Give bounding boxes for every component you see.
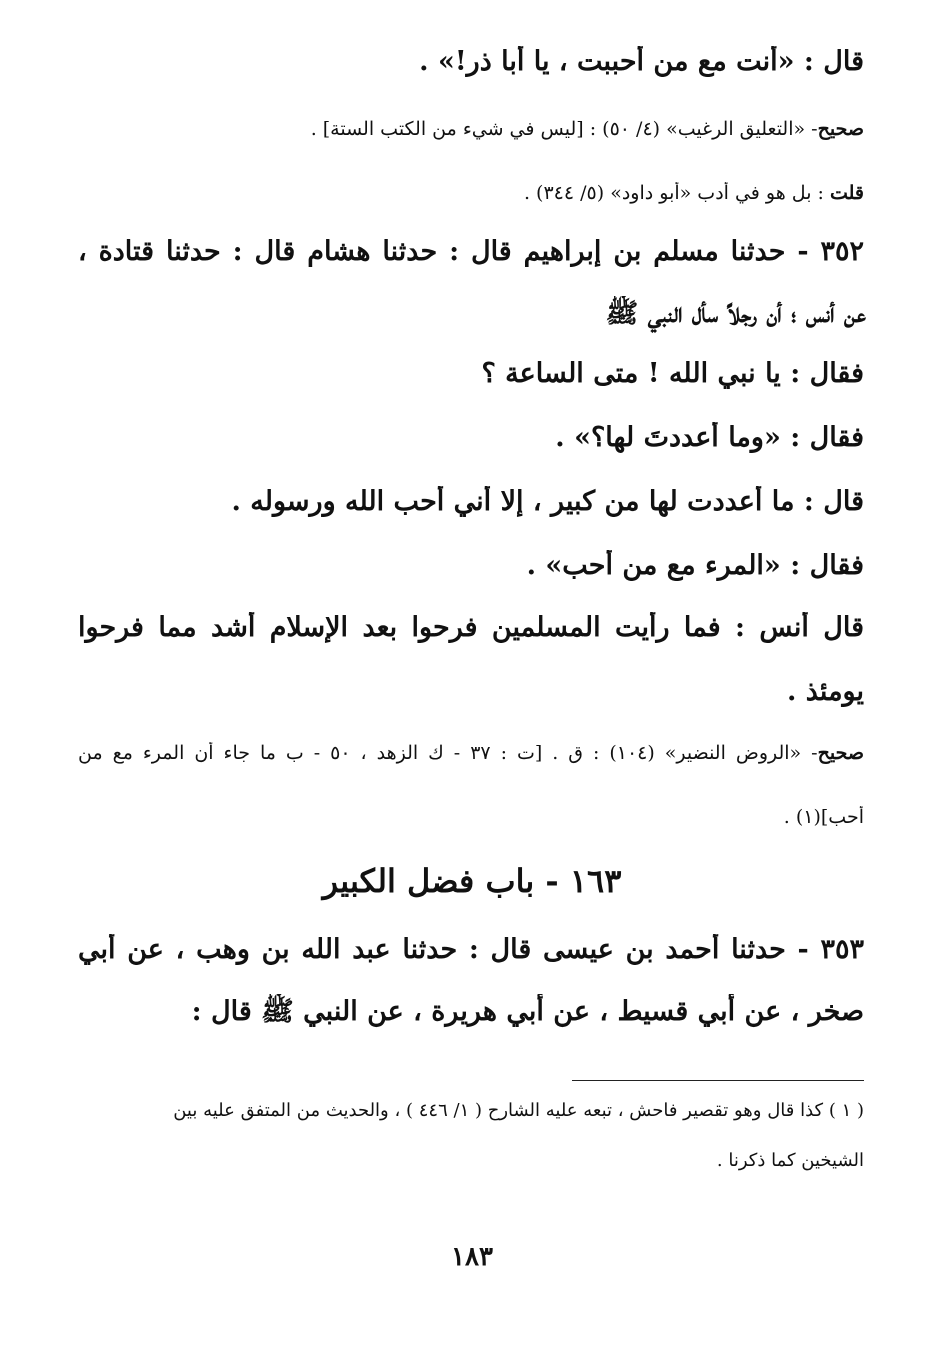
grading-source-2: - «الروض النضير» (١٠٤) : ق . [ت : ٣٧ - ك الزهد ، ٥٠ - ب ما جاء أن المرء مع من xyxy=(78,742,818,764)
hadith-352-line-3: فقال : يا نبي الله ! متى الساعة ؟ xyxy=(481,358,864,389)
grading-line-1 xyxy=(78,118,864,140)
hadith-352-line-1: ٣٥٢ - حدثنا مسلم بن إبراهيم قال : حدثنا هشام قال : حدثنا قتادة ، xyxy=(78,236,864,267)
footnote-line-2: الشيخين كما ذكرنا . xyxy=(716,1150,864,1171)
note-line xyxy=(78,182,864,204)
hadith-353-line-1: ٣٥٣ - حدثنا أحمد بن عيسى قال : حدثنا عبد الله بن وهب ، عن أبي xyxy=(78,934,864,965)
note-label: قلت xyxy=(829,182,864,204)
hadith-352-line-4: فقال : «وما أعددتَ لها؟» . xyxy=(555,422,864,453)
page-number: ١٨٣ xyxy=(451,1242,493,1272)
hadith-352-line-8: يومئذ . xyxy=(786,676,864,707)
hadith-352-line-7: قال أنس : فما رأيت المسلمين فرحوا بعد الإسلام أشد مما فرحوا xyxy=(78,612,864,643)
footnote-divider xyxy=(572,1080,864,1081)
hadith-352-line-6: فقال : «المرء مع من أحب» . xyxy=(526,550,864,581)
note-text: : بل هو في أدب «أبو داود» (٥/ ٣٤٤) . xyxy=(523,182,830,204)
grading-line-2 xyxy=(78,742,864,764)
grading-source: - «التعليق الرغيب» (٤/ ٥٠) : [ليس في شيء من الكتب الستة] . xyxy=(310,118,818,140)
hadith-353-line-2: صخر ، عن أبي قسيط ، عن أبي هريرة ، عن النبي ﷺ قال : xyxy=(191,996,864,1027)
footnote-line-1: ( ١ ) كذا قال وهو تقصير فاحش ، تبعه عليه الشارح ( ١/ ٤٤٦ ) ، والحديث من المتفق عليه بين xyxy=(173,1100,864,1121)
chapter-heading: ١٦٣ - باب فضل الكبير xyxy=(322,862,622,900)
hadith-352-line-2: عن أنس ؛ أن رجلاً سأل النبي ﷺ xyxy=(605,298,866,329)
grading-line-2-cont: أحب](١) . xyxy=(783,806,864,828)
hadith-352-line-5: قال : ما أعددت لها من كبير ، إلا أني أحب الله ورسوله . xyxy=(231,486,864,517)
grading-label-2: صحيح xyxy=(817,742,864,764)
text-line-1: قال : «أنت مع من أحببت ، يا أبا ذر!» . xyxy=(419,46,864,77)
grading-label: صحيح xyxy=(817,118,864,140)
